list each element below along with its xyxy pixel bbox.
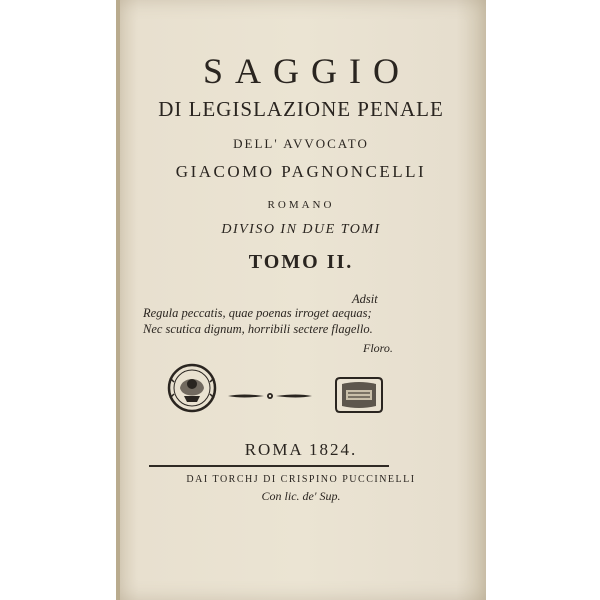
book-title: SAGGIO — [202, 51, 411, 91]
imprint-rule — [149, 465, 389, 467]
library-seal-icon — [166, 362, 218, 414]
epigraph-first-word: Adsit — [352, 292, 378, 306]
volume-number: TOMO II. — [248, 251, 354, 273]
epigraph-line-2: Nec scutica dignum, horribili sectere flagello. — [143, 322, 373, 336]
imprint-license: Con lic. de' Sup. — [261, 489, 341, 503]
imprint-printer: DAI TORCHJ DI CRISPINO PUCCINELLI — [186, 474, 416, 485]
imprint-place-date: ROMA 1824. — [244, 440, 358, 459]
author-prefix: DELL' AVVOCATO — [233, 136, 369, 151]
book-subtitle: DI LEGISLAZIONE PENALE — [158, 97, 444, 121]
author-origin: ROMANO — [267, 199, 335, 211]
typographic-ornament-icon — [228, 388, 312, 404]
author-name: GIACOMO PAGNONCELLI — [175, 162, 427, 181]
epigraph-line-1: Regula peccatis, quae poenas irroget aequas; — [143, 306, 372, 320]
library-label-stamp-icon — [334, 376, 384, 414]
division-note: DIVISO IN DUE TOMI — [221, 222, 381, 237]
epigraph-attribution: Floro. — [363, 341, 393, 355]
